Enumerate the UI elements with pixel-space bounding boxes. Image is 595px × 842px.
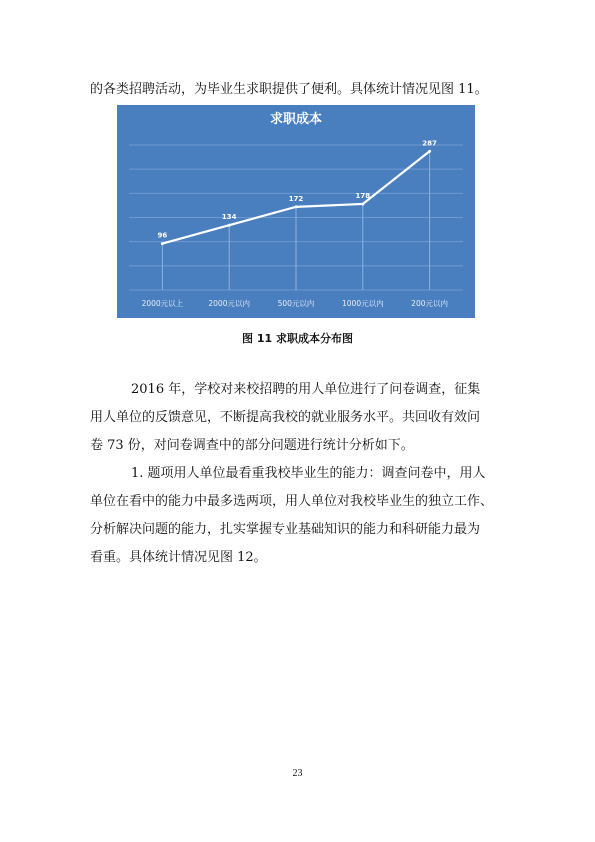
intro-line: 的各类招聘活动，为毕业生求职提供了便利。具体统计情况见图 11。 <box>90 82 488 97</box>
x-tick-label: 500元以内 <box>277 299 315 308</box>
data-point <box>361 202 364 205</box>
data-point <box>295 205 298 208</box>
data-point <box>428 150 431 153</box>
para2-line3: 分析解决问题的能力，扎实掌握专业基础知识的能力和科研能力最为 <box>90 522 481 537</box>
chart-container <box>117 105 475 318</box>
data-label: 96 <box>157 231 168 240</box>
data-label: 134 <box>221 213 237 222</box>
page-number: 23 <box>292 768 303 779</box>
x-tick-label: 2000元以上 <box>141 299 184 308</box>
para1-line3: 卷 73 份，对问卷调查中的部分问题进行统计分析如下。 <box>90 438 414 453</box>
data-label: 172 <box>288 194 304 203</box>
x-tick-label: 1000元以内 <box>342 299 384 308</box>
chart-title: 求职成本 <box>269 112 323 127</box>
x-tick-label: 200元以内 <box>411 299 449 308</box>
para2-line1: 1. 题项用人单位最看重我校毕业生的能力：调查问卷中，用人 <box>131 466 486 481</box>
line-chart <box>117 105 475 318</box>
x-tick-label: 2000元以内 <box>208 299 250 308</box>
data-point <box>161 242 164 245</box>
data-point <box>228 224 231 227</box>
para2-line4: 看重。具体统计情况见图 12。 <box>90 550 267 565</box>
data-label: 287 <box>422 139 437 148</box>
para2-line2: 单位在看中的能力中最多选两项，用人单位对我校毕业生的独立工作、 <box>90 494 494 509</box>
figure-caption: 图 11 求职成本分布图 <box>242 332 353 345</box>
para1-line2: 用人单位的反馈意见，不断提高我校的就业服务水平。共回收有效问 <box>90 410 481 425</box>
data-label: 178 <box>355 191 371 200</box>
para1-line1: 2016 年，学校对来校招聘的用人单位进行了问卷调查，征集 <box>131 382 481 397</box>
